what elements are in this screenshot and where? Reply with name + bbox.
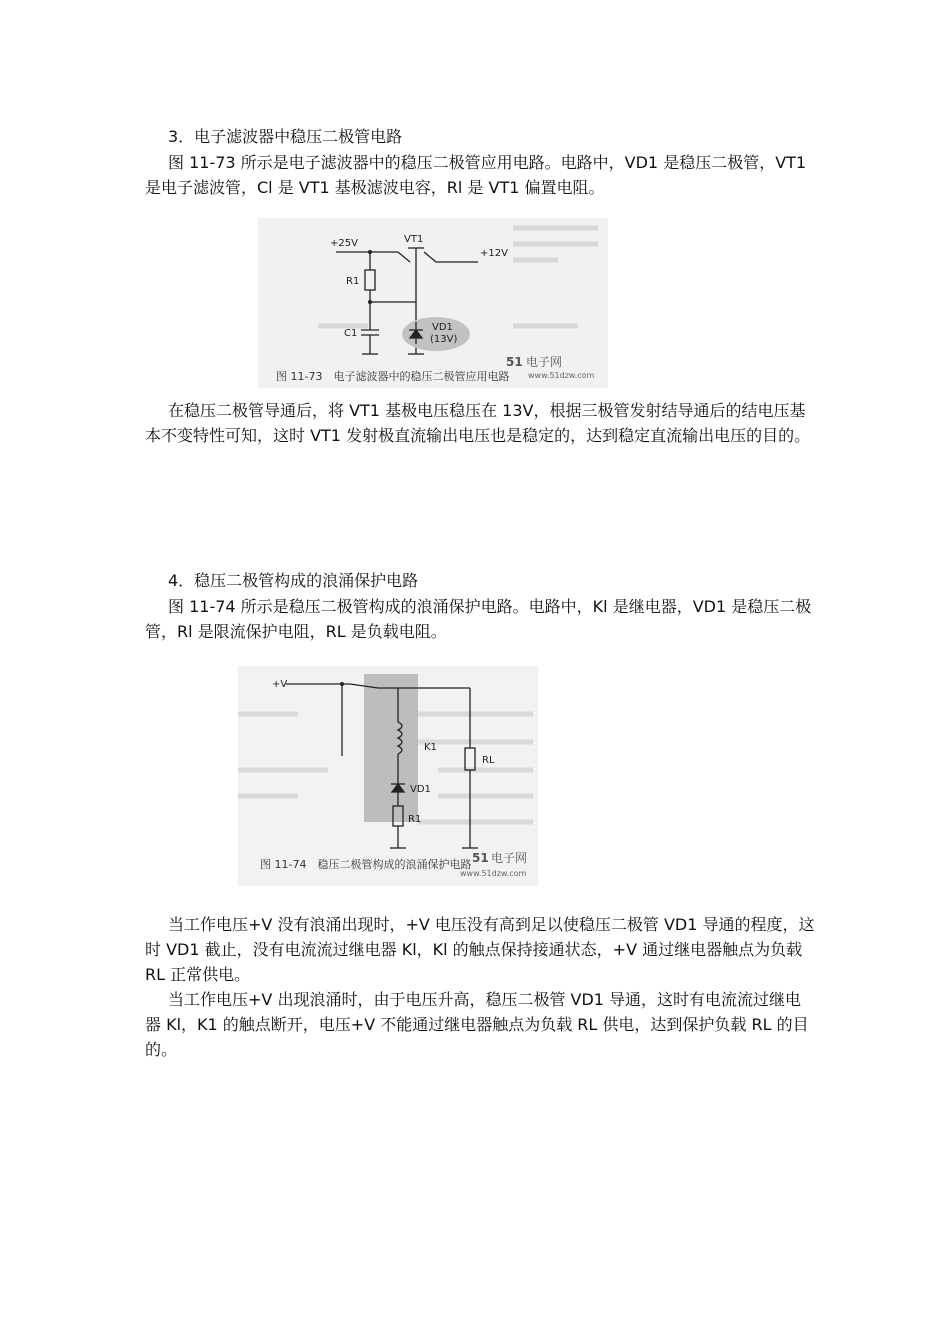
section4-para2: 当工作电压+V 出现浪涌时，由于电压升高，稳压二极管 VD1 导通，这时有电流流过继电器 Kl，K1 的触点断开，电压+V 不能通过继电器触点为负载 RL 供电，达到保护负载 RL 的目的。 — [145, 990, 809, 1059]
label-c1: C1 — [344, 328, 358, 339]
figure-11-74 — [238, 666, 538, 886]
svg-text:51: 51 — [506, 355, 523, 369]
label-r1: R1 — [346, 276, 360, 287]
label-plus12v: +12V — [480, 248, 508, 259]
label-r1: R1 — [408, 814, 422, 825]
label-k1: K1 — [424, 742, 437, 753]
section4-para1: 当工作电压+V 没有浪涌出现时，+V 电压没有高到足以使稳压二极管 VD1 导通的程度，这时 VD1 截止，没有电流流过继电器 Kl，Kl 的触点保持接通状态，+V 通过继电器触点为负载 RL 正常供电。 — [145, 915, 815, 984]
figure-11-74-caption: 图 11-74 稳压二极管构成的浪涌保护电路 — [260, 858, 472, 871]
section4-heading: 4．稳压二极管构成的浪涌保护电路 — [168, 571, 419, 590]
svg-text:电子网: 电子网 — [526, 355, 563, 369]
svg-text:www.51dzw.com: www.51dzw.com — [528, 371, 595, 380]
svg-text:www.51dzw.com: www.51dzw.com — [460, 869, 527, 878]
section4-intro: 图 11-74 所示是稳压二极管构成的浪涌保护电路。电路中，Kl 是继电器，VD1 是稳压二极管，Rl 是限流保护电阻，RL 是负载电阻。 — [145, 597, 812, 641]
section3-heading: 3．电子滤波器中稳压二极管电路 — [168, 127, 403, 146]
label-vt1: VT1 — [404, 234, 424, 245]
label-plus-v: +V — [272, 679, 288, 690]
label-vd1: VD1 — [432, 322, 453, 333]
label-vd1-value: (13V) — [430, 334, 458, 345]
label-rl: RL — [482, 755, 495, 766]
svg-text:51: 51 — [472, 851, 489, 865]
label-plus25v: +25V — [330, 238, 358, 249]
figure-11-73 — [258, 218, 608, 388]
svg-text:电子网: 电子网 — [491, 851, 528, 865]
figure-11-73-caption: 图 11-73 电子滤波器中的稳压二极管应用电路 — [276, 370, 510, 383]
label-vd1: VD1 — [410, 784, 431, 795]
section3-body: 在稳压二极管导通后，将 VT1 基极电压稳压在 13V，根据三极管发射结导通后的结电压基本不变特性可知，这时 VT1 发射极直流输出电压也是稳定的，达到稳定直流输出电压的目的。 — [145, 401, 811, 445]
section3-intro: 图 11-73 所示是电子滤波器中的稳压二极管应用电路。电路中，VD1 是稳压二极管，VT1 是电子滤波管，Cl 是 VT1 基极滤波电容，Rl 是 VT1 偏置电阻。 — [145, 153, 807, 197]
